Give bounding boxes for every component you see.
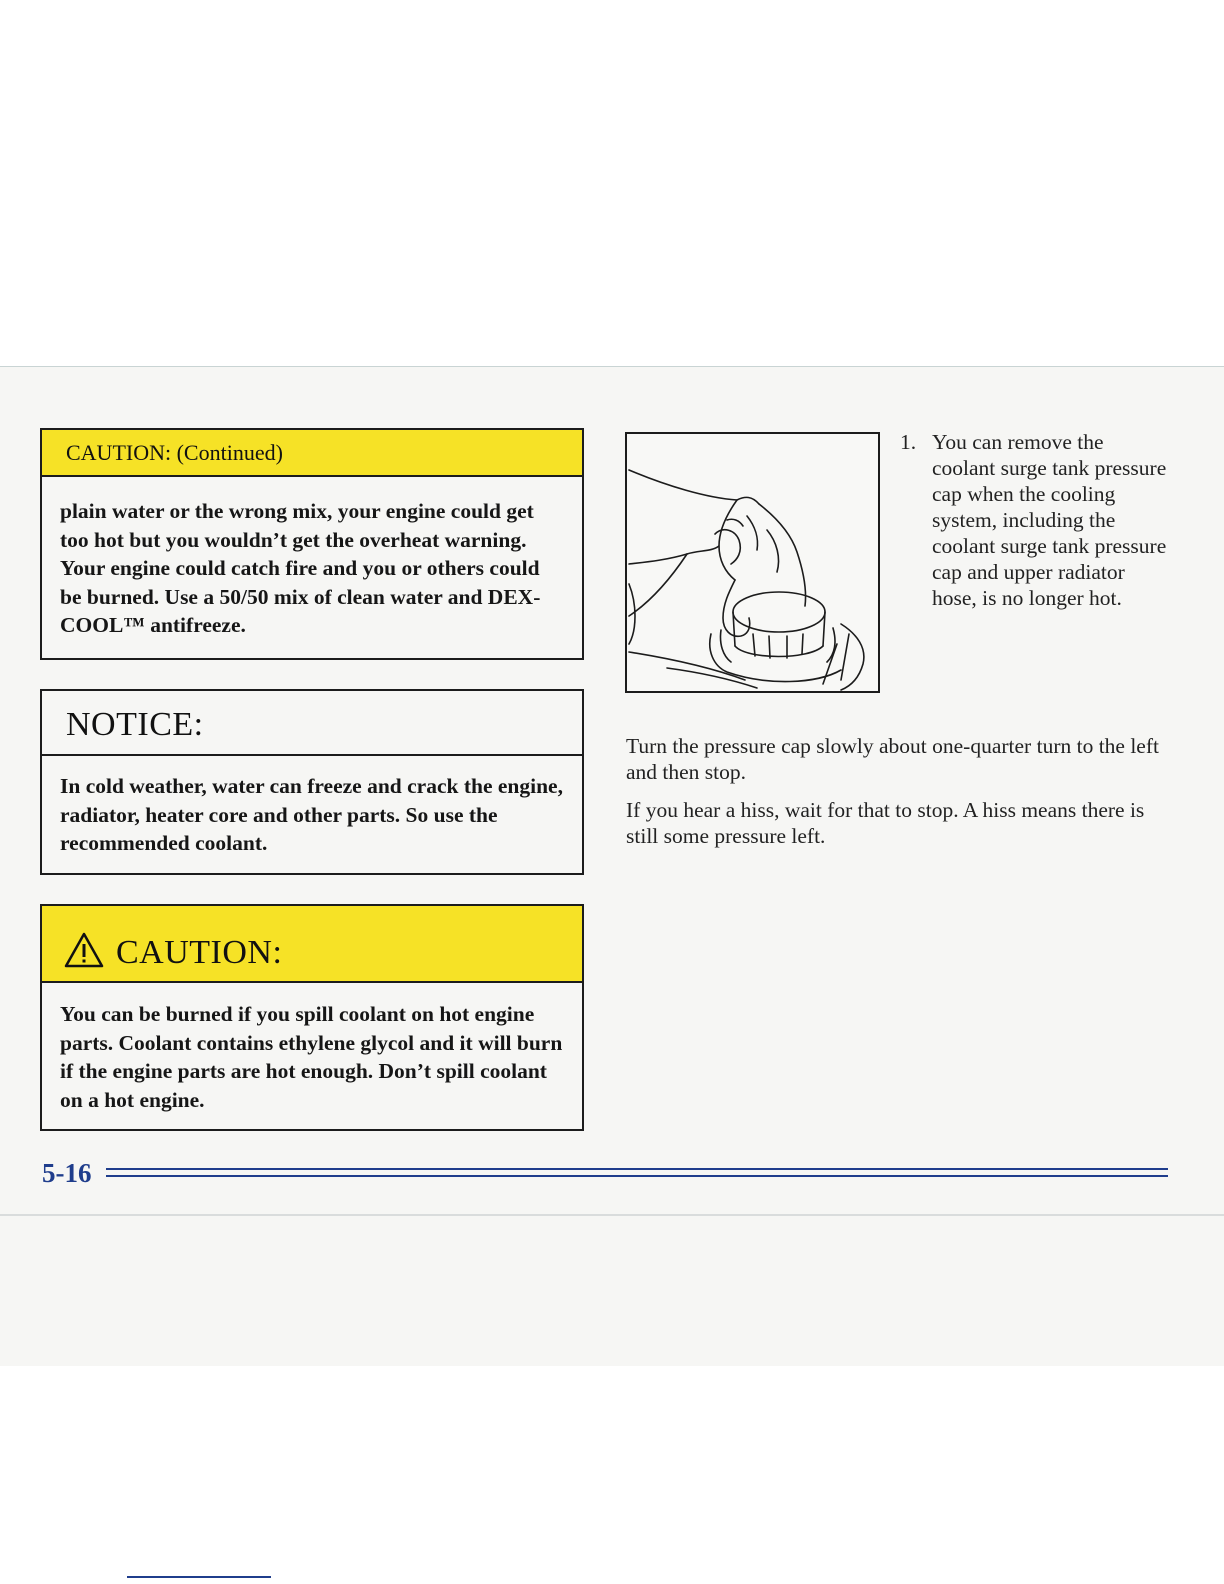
- footer-rule-bottom: [106, 1175, 1168, 1177]
- step-1-text: You can remove the coolant surge tank pressure cap when the cooling system, including the coolant surge tank pressure cap and upper radiator hose, is no longer hot.: [932, 430, 1167, 610]
- notice-text: In cold weather, water can freeze and crack the engine, radiator, heater core and other parts. So use the recommended coolant.: [60, 774, 563, 855]
- caution-header: [42, 906, 582, 983]
- warning-triangle-icon: [64, 932, 104, 973]
- bottom-edge-line: [127, 1576, 271, 1578]
- band-bottom-divider: [0, 1214, 1224, 1216]
- paragraph-hiss: If you hear a hiss, wait for that to stop. A hiss means there is still some pressure left.: [626, 798, 1145, 848]
- footer-rule-top: [106, 1168, 1168, 1170]
- paragraph-turn-cap: Turn the pressure cap slowly about one-quarter turn to the left and then stop.: [626, 734, 1159, 784]
- caution-continued-text: plain water or the wrong mix, your engine could get too hot but you wouldn’t get the overheat warning. Your engine could catch fire and you or others could be burned. Use a 50/50 mix of clean water and DEX-COOL™ antifreeze.: [60, 499, 541, 637]
- caution-box: [40, 904, 584, 1131]
- caution-heading: CAUTION:: [116, 933, 283, 971]
- notice-header: [42, 691, 582, 756]
- caution-continued-box: [40, 428, 584, 660]
- step-1-number: 1.: [900, 430, 917, 454]
- caution-continued-heading: CAUTION: (Continued): [66, 440, 283, 465]
- page-number: 5-16: [42, 1158, 92, 1188]
- notice-box: [40, 689, 584, 875]
- caution-continued-header: [42, 430, 582, 477]
- caution-text: You can be burned if you spill coolant on hot engine parts. Coolant contains ethylene glycol and it will burn if the engine parts are hot enough. Don’t spill coolant on a hot engine.: [60, 1002, 563, 1112]
- hand-removing-pressure-cap-icon: [627, 434, 878, 691]
- notice-heading: NOTICE:: [66, 706, 204, 743]
- band-top-divider: [0, 366, 1224, 367]
- pressure-cap-illustration: [625, 432, 880, 693]
